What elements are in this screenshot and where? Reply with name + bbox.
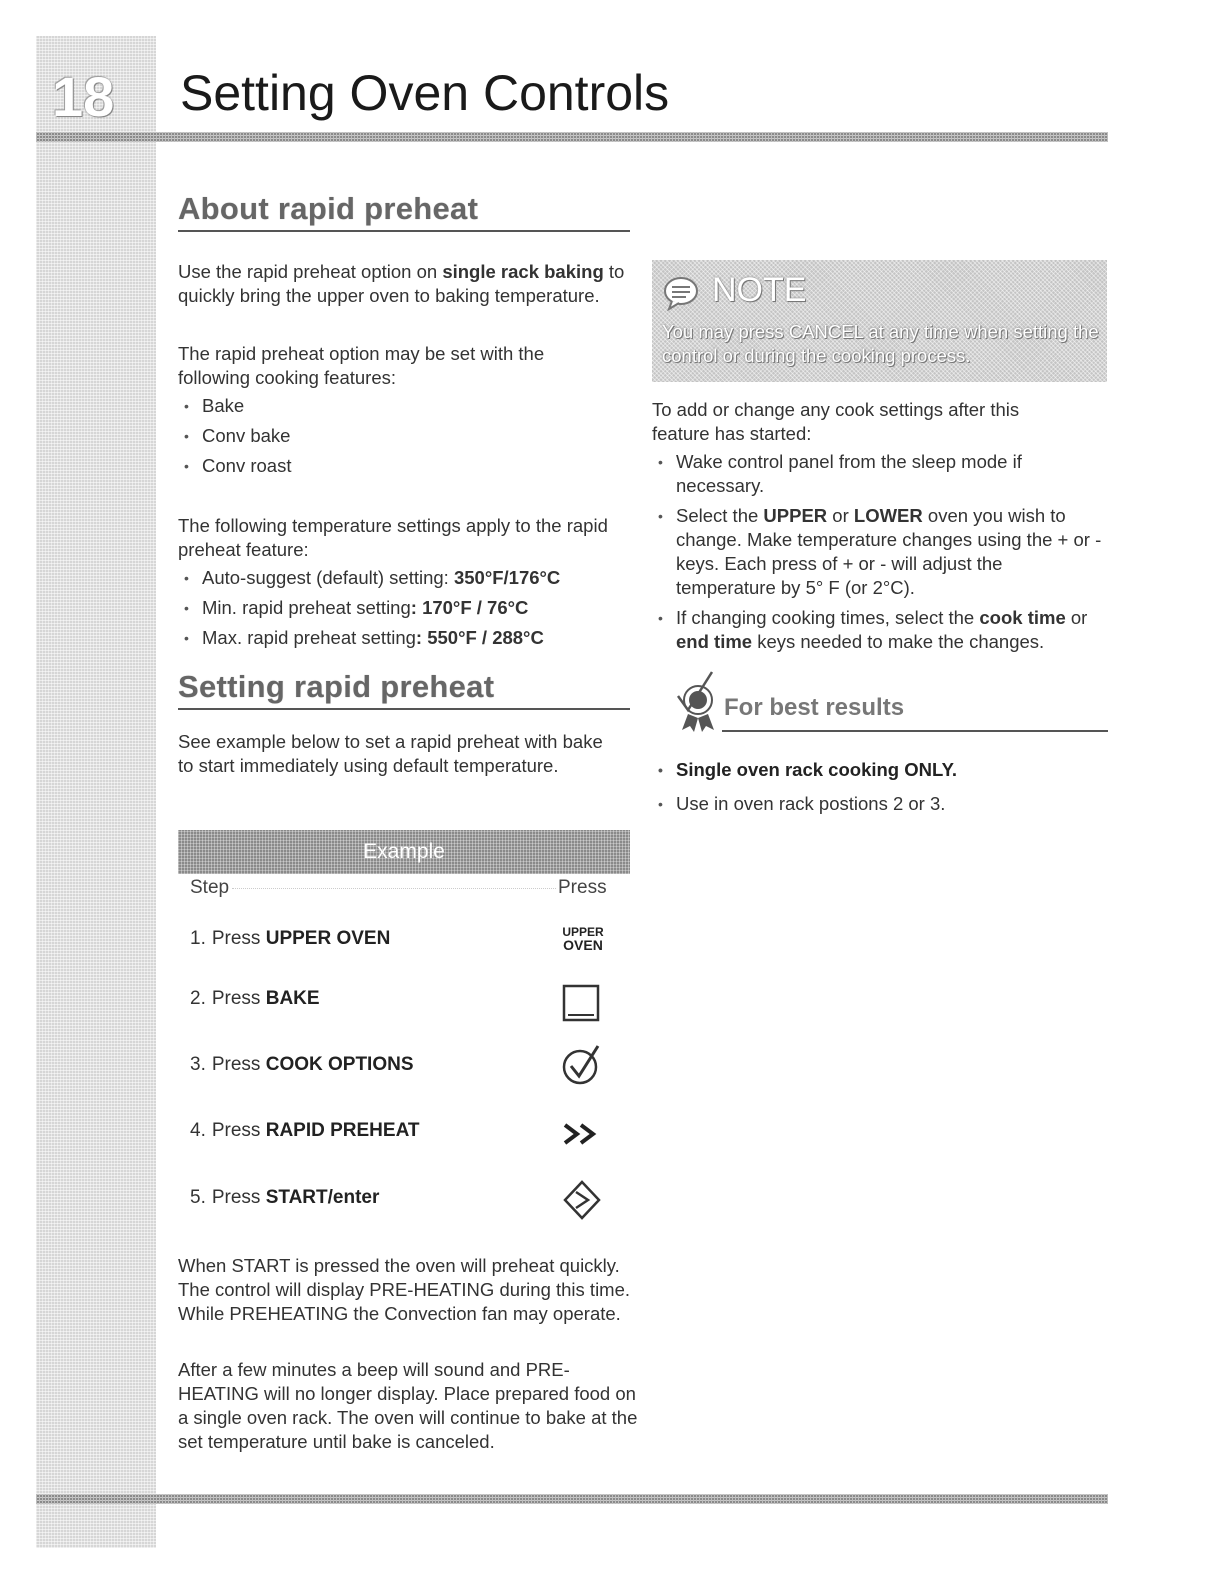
list-item: • If changing cooking times, select the cook time or end time keys needed to make the changes.	[652, 606, 1102, 654]
list-item: • Auto-suggest (default) setting: 350°F/176°C	[178, 566, 638, 590]
list-item: • Conv roast	[178, 454, 598, 478]
after-beep-text: After a few minutes a beep will sound and PRE-HEATING will no longer display. Place prepared food on a single oven rack. The oven will continue to bake at the set temperature until bake is canceled.	[178, 1359, 638, 1452]
column-press: Press	[558, 877, 607, 898]
step-2: 2. Press BAKE	[190, 988, 320, 1009]
step-3: 3. Press COOK OPTIONS	[190, 1054, 414, 1075]
note-icon	[662, 274, 700, 312]
bottom-rule	[36, 1494, 1108, 1504]
features-intro: The rapid preheat option may be set with the following cooking features:	[178, 343, 545, 388]
change-intro: To add or change any cook settings after this feature has started:	[652, 399, 1020, 444]
start-icon	[562, 1178, 602, 1222]
about-intro: Use the rapid preheat option on single rack baking to quickly bring the upper oven to baking temperature.	[178, 261, 625, 306]
temps-list	[178, 566, 638, 650]
step-5: 5. Press START/enter	[190, 1187, 380, 1208]
list-item: • Single oven rack cooking ONLY.	[652, 758, 1092, 782]
list-item: • Bake	[178, 394, 598, 418]
about-heading: About rapid preheat	[178, 191, 479, 226]
column-divider	[232, 888, 556, 889]
setting-heading-rule	[178, 708, 630, 710]
rapid-preheat-icon	[562, 1122, 602, 1146]
column-step: Step	[190, 877, 230, 898]
side-strip	[36, 36, 156, 1548]
step-1: 1. Press UPPER OVEN	[190, 928, 391, 949]
list-item: • Wake control panel from the sleep mode if necessary.	[652, 450, 1102, 498]
note-text: You may press CANCEL at any time when setting the control or during the cooking process.	[662, 321, 1099, 366]
list-item: • Use in oven rack postions 2 or 3.	[652, 792, 1092, 816]
change-list	[652, 450, 1102, 654]
about-heading-rule	[178, 230, 630, 232]
best-results-list	[652, 758, 1092, 816]
page-title: Setting Oven Controls	[180, 65, 670, 121]
setting-heading: Setting rapid preheat	[178, 669, 495, 704]
example-header: Example	[178, 830, 630, 874]
note-box	[652, 260, 1107, 382]
best-results-rule	[722, 730, 1108, 732]
features-list	[178, 394, 598, 478]
step-4: 4. Press RAPID PREHEAT	[190, 1120, 420, 1141]
upper-oven-key: UPPER OVEN	[562, 925, 604, 953]
list-item: • Select the UPPER or LOWER oven you wish to change. Make temperature changes using the + or - keys. Each press of + or - will adjust the temperature by 5° F (or 2°C).	[652, 504, 1102, 600]
cook-options-icon	[560, 1042, 602, 1086]
note-title: NOTE	[712, 271, 807, 309]
list-item: • Conv bake	[178, 424, 598, 448]
bake-icon	[562, 984, 600, 1022]
after-start-text: When START is pressed the oven will preheat quickly. The control will display PRE-HEATING during this time. While PREHEATING the Convection fan may operate.	[178, 1255, 631, 1324]
best-results-heading: For best results	[724, 694, 905, 721]
setting-intro: See example below to set a rapid preheat with bake to start immediately using default temperature.	[178, 731, 603, 776]
ribbon-icon	[676, 670, 720, 732]
page-number: 18	[52, 65, 115, 128]
single-rack-baking-text: single rack baking	[442, 261, 604, 282]
list-item: • Min. rapid preheat setting: 170°F / 76°C	[178, 596, 638, 620]
list-item: • Max. rapid preheat setting: 550°F / 288°C	[178, 626, 638, 650]
temps-intro: The following temperature settings apply to the rapid preheat feature:	[178, 515, 608, 560]
top-rule	[36, 132, 1108, 142]
